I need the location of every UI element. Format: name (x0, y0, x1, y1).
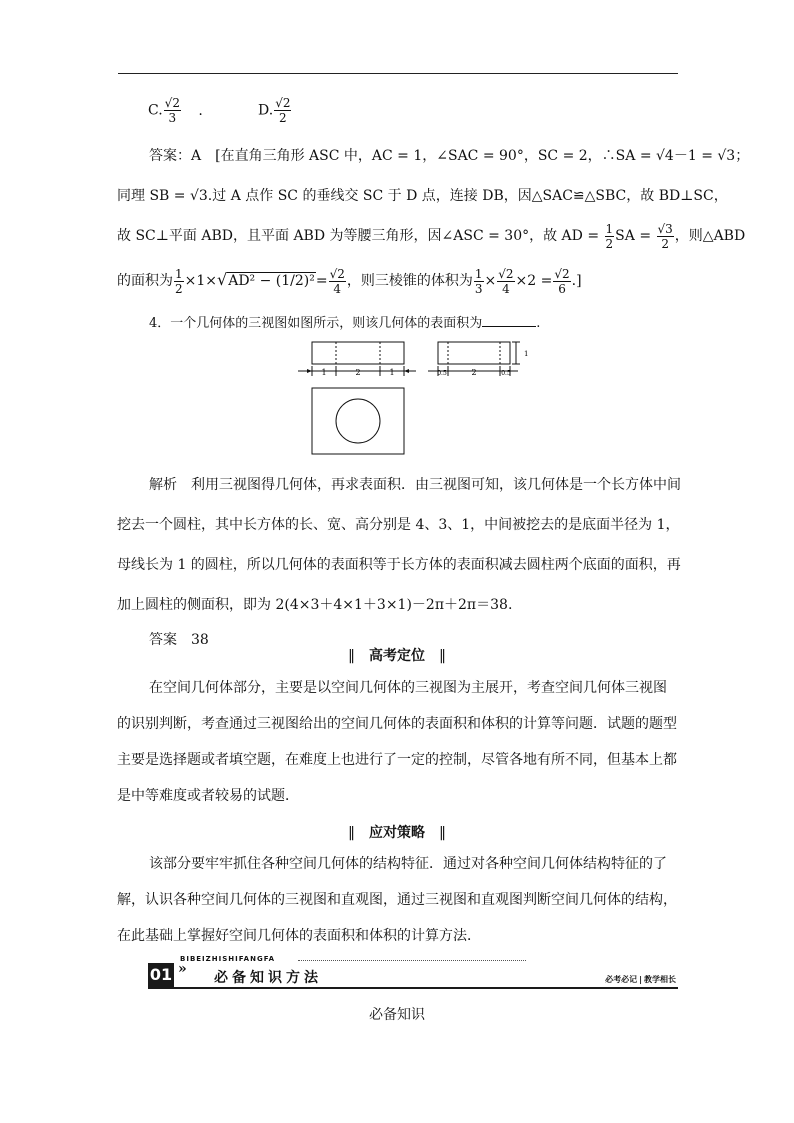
option-d-fraction (274, 96, 291, 125)
option-c-label: C. (148, 102, 163, 119)
option-c (148, 96, 203, 125)
frac-num: 1 (175, 266, 183, 281)
front-dim-3: 1 (389, 368, 395, 377)
q3-line4-text-f: ×2 = (515, 273, 553, 289)
q3-line4-text-b: ×1× (184, 273, 218, 289)
option-d-label: D. (258, 102, 274, 119)
option-d-numerator: √2 (275, 96, 291, 110)
front-dim-1: 1 (321, 368, 327, 377)
front-arrow-left (307, 369, 312, 373)
banner-arrow: » (178, 961, 187, 977)
sqrt-sign: √ (217, 270, 228, 289)
banner-right-sep: | (639, 975, 642, 984)
q3-answer-line4 (117, 262, 677, 299)
heading-bar-right: ‖ (439, 825, 446, 841)
frac-num: √2 (554, 266, 570, 281)
option-c-denominator: 3 (168, 111, 177, 125)
q4-tail: . (536, 316, 541, 331)
frac-num: √3 (657, 221, 673, 236)
q3-line4-frac4 (497, 267, 514, 296)
section-banner (148, 955, 678, 991)
banner-number-box (148, 963, 174, 987)
q3-line4-text-e: × (484, 273, 497, 289)
q4-text: 4．一个几何体的三视图如图所示，则该几何体的表面积为 (149, 316, 483, 331)
footer-heading: 必备知识 (369, 1007, 425, 1023)
heading-bar-left: ‖ (348, 648, 355, 664)
option-d-denominator: 2 (279, 111, 287, 125)
section-gaokao-title: 高考定位 (369, 648, 425, 664)
q3-line4-text-d: ，则三棱锥的体积为 (346, 273, 473, 289)
q3-line4-frac1 (174, 267, 184, 296)
frac-den: 2 (661, 236, 669, 251)
section-gaokao-heading (0, 645, 794, 665)
top-rule (118, 73, 678, 74)
section-strategy-title: 应对策略 (369, 825, 425, 841)
q3-line4-frac3 (474, 267, 484, 296)
q3-answer-line1: 答案：A [在直角三角形 ASC 中，AC = 1，∠SAC = 90°，SC = 2，∴SA = √4－1 = √3； (149, 148, 750, 164)
q3-answer-line2: 同理 SB = √3.过 A 点作 SC 的垂线交 SC 于 D 点，连接 DB，因△SAC≌△SBC，故 BD⊥SC， (117, 188, 728, 204)
section-gaokao-text: 在空间几何体部分，主要是以空间几何体的三视图为主展开，考查空间几何体三视图的识别判断，考查通过三视图给出的空间几何体的表面积和体积的计算等问题．试题的题型主要是选择题或者填空题，在难度上也进行了一定的控制，尽管各地有所不同，但基本上都是中等难度或者较易的试题． (117, 680, 677, 804)
banner-number: 01 (149, 965, 173, 984)
side-view-rect (438, 342, 510, 364)
height-dim: 1 (524, 350, 529, 358)
front-arrow-right (404, 369, 409, 373)
frac-den: 4 (502, 281, 510, 296)
q3-line4-text-g: .] (571, 273, 582, 289)
option-c-tail: . (198, 102, 203, 119)
top-view-rect (312, 388, 404, 454)
solution-label: 解析 (149, 477, 177, 493)
solution-text-1: 利用三视图得几何体，再求表面积．由三视图可知，该几何体是一个长方体中间 (191, 477, 681, 493)
q3-line4-text-a: 的面积为 (117, 273, 173, 289)
frac-den: 6 (558, 281, 566, 296)
front-view-rect (312, 342, 404, 364)
q3-line4-frac5 (553, 267, 570, 296)
answer-label: 答案 (149, 632, 177, 648)
answer-value: 38 (191, 632, 209, 648)
q3-line3-text-b: SA = (615, 228, 652, 244)
q4-question (117, 306, 677, 342)
heading-bar-right: ‖ (439, 648, 446, 664)
solution-line4: 加上圆柱的侧面积，即为 2(4×3＋4×1＋3×1)－2π＋2π＝38. (117, 597, 513, 613)
solution-line3: 母线长为 1 的圆柱，所以几何体的表面积等于长方体的表面积减去圆柱两个底面的面积，再 (117, 557, 681, 573)
q3-line4-frac2 (329, 267, 346, 296)
banner-right-a: 必考必记 (605, 975, 638, 984)
q3-line3-frac2 (657, 222, 674, 251)
frac-den: 2 (175, 281, 183, 296)
banner-title: 必备知识方法 (214, 970, 322, 986)
solution-line1 (117, 467, 681, 503)
answer-blank (482, 314, 536, 327)
option-c-fraction (164, 96, 181, 125)
q3-line4-radicand: AD² − (1/2)² (228, 273, 315, 289)
option-d (258, 96, 292, 125)
solution-line2: 挖去一个圆柱，其中长方体的长、宽、高分别是 4、3、1，中间被挖去的是底面半径为 1， (117, 517, 680, 533)
banner-right-b: 教学相长 (644, 975, 676, 984)
q3-line3-text-a: 故 SC⊥平面 ABD，且平面 ABD 为等腰三角形，因∠ASC = 30°，故 AD = (117, 228, 600, 244)
banner-dotted-line (298, 960, 526, 961)
frac-den: 2 (605, 236, 614, 251)
side-dim-1: 0.5 (437, 370, 447, 377)
three-view-figure (290, 338, 530, 460)
q3-answer-line3 (117, 218, 746, 254)
frac-num: 1 (474, 266, 483, 281)
top-view-circle (336, 399, 380, 443)
q3-line3-frac1 (605, 222, 615, 251)
option-c-numerator: √2 (164, 96, 180, 110)
side-dim-3: 0.5 (501, 370, 511, 377)
q3-line3-text-c: ，则△ABD (674, 228, 746, 244)
frac-num: 1 (605, 221, 614, 236)
frac-den: 3 (474, 281, 483, 296)
banner-right (605, 974, 676, 985)
frac-den: 4 (333, 281, 342, 296)
section-strategy-text: 该部分要牢牢抓住各种空间几何体的结构特征．通过对各种空间几何体结构特征的了解，认识各种空间几何体的三视图和直观图，通过三视图和直观图判断空间几何体的结构，在此基础上掌握好空间几何体的表面积和体积的计算方法． (117, 856, 677, 944)
heading-bar-left: ‖ (348, 825, 355, 841)
frac-num: √2 (498, 266, 514, 281)
frac-num: √2 (329, 266, 345, 281)
banner-pinyin: BIBEIZHISHIFANGFA (180, 955, 276, 963)
section-strategy-heading (0, 822, 794, 842)
side-dim-2: 2 (471, 368, 477, 377)
front-dim-2: 2 (355, 368, 361, 377)
banner-underline (148, 987, 678, 989)
q3-line4-text-c: = (315, 273, 328, 289)
